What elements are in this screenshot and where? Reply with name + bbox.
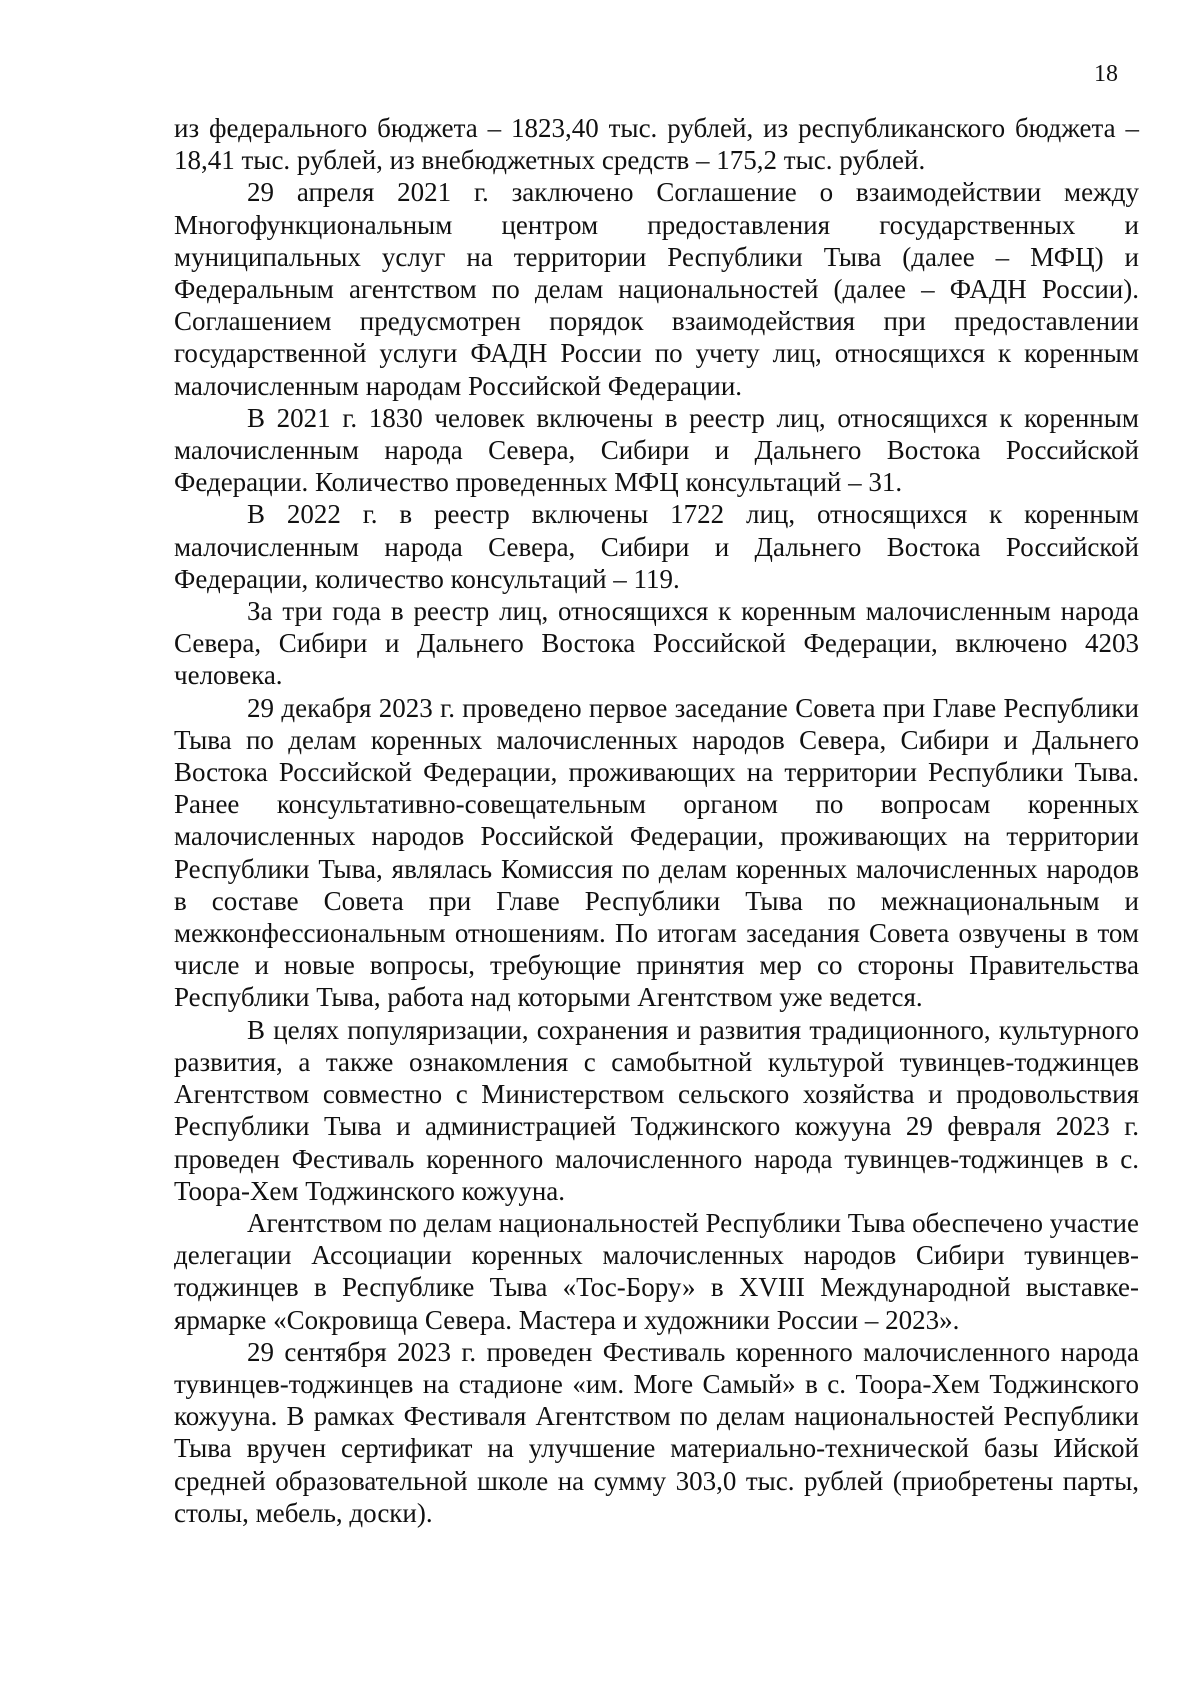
document-body bbox=[174, 112, 1139, 1529]
paragraph-festival-february: В целях популяризации, сохранения и развития традиционного, культурного развития, а также ознакомления с самобытной культурой тувинцев-тоджинцев Агентством совместно с Министерством сельского хозяйства и продовольствия Республики Тыва и администрацией Тоджинского кожууна 29 февраля 2023 г. проведен Фестиваль коренного малочисленного народа тувинцев-тоджинцев в с. Тоора-Хем Тоджинского кожууна. bbox=[174, 1014, 1139, 1206]
paragraph-festival-september: 29 сентября 2023 г. проведен Фестиваль коренного малочисленного народа тувинцев-тоджинцев на стадионе «им. Моге Самый» в с. Тоора-Хем Тоджинского кожууна. В рамках Фестиваля Агентством по делам национальностей Республики Тыва вручен сертификат на улучшение материально-технической базы Ийской средней образовательной школе на сумму 303,0 тыс. рублей (приобретены парты, столы, мебель, доски). bbox=[174, 1336, 1139, 1528]
paragraph-council-meeting: 29 декабря 2023 г. проведено первое заседание Совета при Главе Республики Тыва по делам коренных малочисленных народов Севера, Сибири и Дальнего Востока Российской Федерации, проживающих на территории Республики Тыва. Ранее консультативно-совещательным органом по вопросам коренных малочисленных народов Российской Федерации, проживающих на территории Республики Тыва, являлась Комиссия по делам коренных малочисленных народов в составе Совета при Главе Республики Тыва по межнациональным и межконфессиональным отношениям. По итогам заседания Совета озвучены в том числе и новые вопросы, требующие принятия мер со стороны Правительства Республики Тыва, работа над которыми Агентством уже ведется. bbox=[174, 692, 1139, 1013]
page-number: 18 bbox=[1094, 61, 1118, 87]
paragraph-budget-continuation: из федерального бюджета – 1823,40 тыс. рублей, из республиканского бюджета – 18,41 тыс. рублей, из внебюджетных средств – 175,2 тыс. рублей. bbox=[174, 113, 1139, 176]
paragraph-exhibition-fair: Агентством по делам национальностей Республики Тыва обеспечено участие делегации Ассоциации коренных малочисленных народов Сибири тувинцев-тоджинцев в Республике Тыва «Тос-Бору» в XVIII Международной выставке-ярмарке «Сокровища Севера. Мастера и художники России – 2023». bbox=[174, 1207, 1139, 1335]
paragraph-registry-2021: В 2021 г. 1830 человек включены в реестр лиц, относящихся к коренным малочисленным народа Севера, Сибири и Дальнего Востока Российской Федерации. Количество проведенных МФЦ консультаций – 31. bbox=[174, 402, 1139, 498]
paragraph-registry-2022: В 2022 г. в реестр включены 1722 лиц, относящихся к коренным малочисленным народа Севера, Сибири и Дальнего Востока Российской Федерации, количество консультаций – 119. bbox=[174, 499, 1139, 594]
paragraph-mfc-agreement: 29 апреля 2021 г. заключено Соглашение о взаимодействии между Многофункциональным центром предоставления государственных и муниципальных услуг на территории Республики Тыва (далее – МФЦ) и Федеральным агентством по делам национальностей (далее – ФАДН России). Соглашением предусмотрен порядок взаимодействия при предоставлении государственной услуги ФАДН России по учету лиц, относящихся к коренным малочисленным народам Российской Федерации. bbox=[174, 177, 1139, 401]
paragraph-registry-three-years: За три года в реестр лиц, относящихся к коренным малочисленным народа Севера, Сибири и Дальнего Востока Российской Федерации, включено 4203 человека. bbox=[174, 596, 1139, 691]
